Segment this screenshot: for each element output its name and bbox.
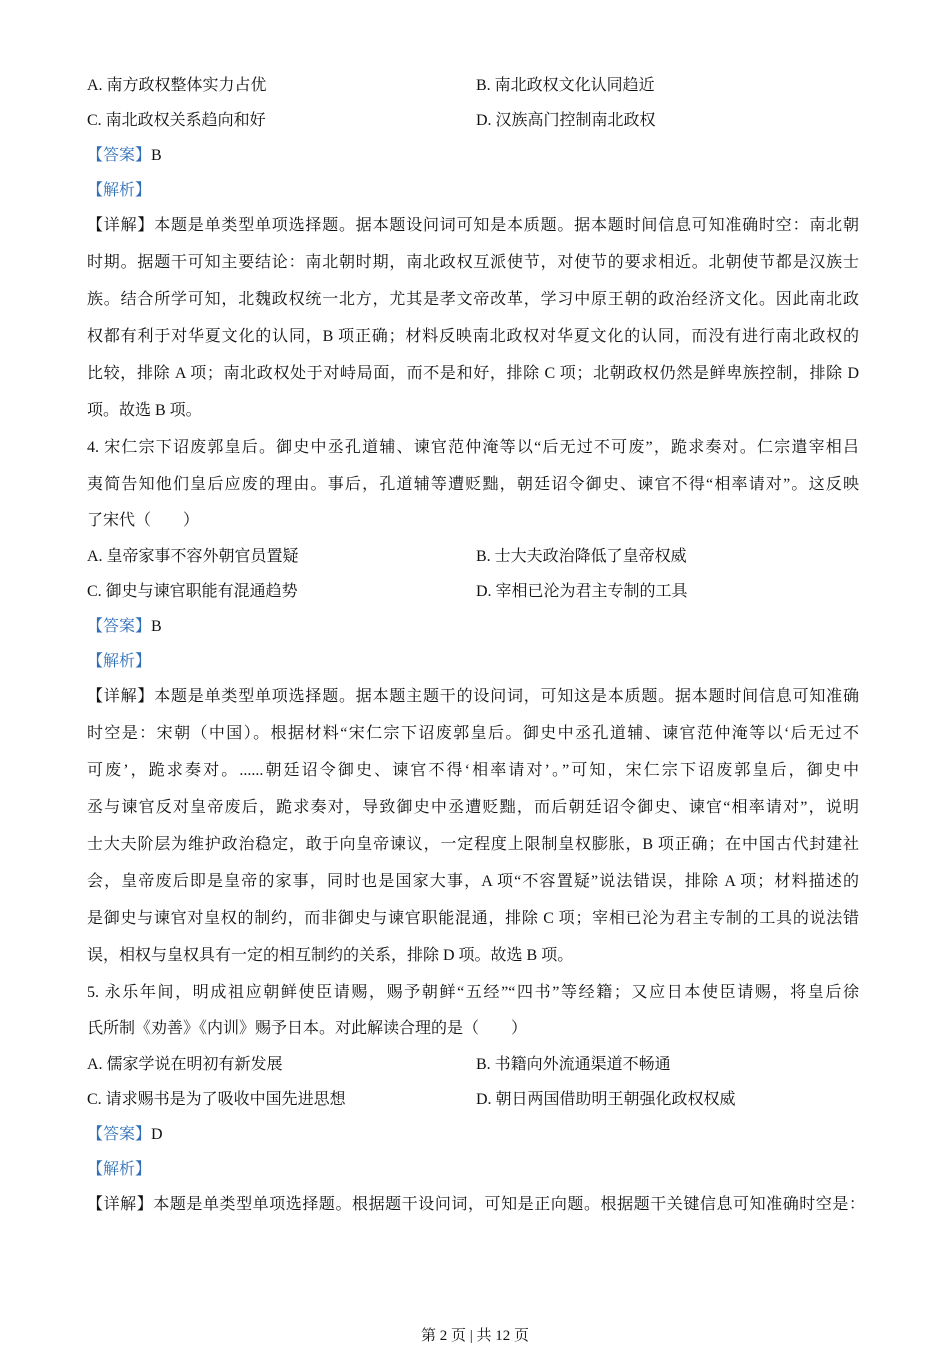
q3-option-a: A. 南方政权整体实力占优 bbox=[87, 77, 267, 94]
q4-answer bbox=[87, 617, 859, 637]
q3-detail-line: 时期。据题干可知主要结论：南北朝时期，南北政权互派使节，对使节的要求相近。北朝使节都是汉族士 bbox=[87, 254, 859, 271]
q3-answer bbox=[87, 146, 859, 166]
q5-option-a: A. 儒家学说在明初有新发展 bbox=[87, 1056, 283, 1073]
q3-detail-line: 比较，排除 A 项；南北政权处于对峙局面，而不是和好，排除 C 项；北朝政权仍然是鲜卑族控制，排除 D bbox=[87, 365, 859, 382]
q3-option-c: C. 南北政权关系趋向和好 bbox=[87, 112, 266, 129]
q4-detail-line: 士大夫阶层为维护政治稳定，敢于向皇帝谏议，一定程度上限制皇权膨胀，B 项正确；在中国古代封建社 bbox=[87, 836, 859, 853]
q4-option-c: C. 御史与谏官职能有混通趋势 bbox=[87, 583, 298, 600]
q4-option-a: A. 皇帝家事不容外朝官员置疑 bbox=[87, 548, 299, 565]
q4-detail-line: 时空是：宋朝（中国）。根据材料“宋仁宗下诏废郭皇后。御史中丞孔道辅、谏官范仲淹等以‘后无过不 bbox=[87, 725, 859, 742]
answer-tag: 【答案】 bbox=[87, 147, 152, 164]
answer-value: B bbox=[151, 147, 162, 164]
q4-analysis-tag: 【解析】 bbox=[87, 653, 152, 670]
q4-stem-line: 4. 宋仁宗下诏废郭皇后。御史中丞孔道辅、谏官范仲淹等以“后无过不可废”，跪求奏对。仁宗遣宰相吕 bbox=[87, 439, 859, 456]
q3-detail-line: 权都有利于对华夏文化的认同，B 项正确；材料反映南北政权对华夏文化的认同，而没有进行南北政权的 bbox=[87, 328, 859, 345]
q4-detail-line: 丞与谏官反对皇帝废后，跪求奏对，导致御史中丞遭贬黜，而后朝廷诏令御史、谏官“相率请对”，说明 bbox=[87, 799, 859, 816]
answer-value: D bbox=[151, 1126, 163, 1143]
q4-stem-line: 了宋代（ ） bbox=[87, 512, 200, 529]
detail-tag: 【详解】 bbox=[87, 688, 155, 705]
q5-stem-line: 5. 永乐年间，明成祖应朝鲜使臣请赐，赐予朝鲜“五经”“四书”等经籍；又应日本使臣请赐，将皇后徐 bbox=[87, 984, 859, 1001]
q5-option-d: D. 朝日两国借助明王朝强化政权权威 bbox=[476, 1091, 736, 1108]
q3-option-b: B. 南北政权文化认同趋近 bbox=[476, 77, 655, 94]
detail-tag: 【详解】 bbox=[87, 1196, 154, 1213]
q3-analysis-tag: 【解析】 bbox=[87, 182, 152, 199]
q3-detail-line: 族。结合所学可知，北魏政权统一北方，尤其是孝文帝改革，学习中原王朝的政治经济文化。因此南北政 bbox=[87, 291, 859, 308]
q5-option-b: B. 书籍向外流通渠道不畅通 bbox=[476, 1056, 671, 1073]
q4-detail-line: 会，皇帝废后即是皇帝的家事，同时也是国家大事，A 项“不容置疑”说法错误，排除 A 项；材料描述的 bbox=[87, 873, 859, 890]
q4-detail-line bbox=[87, 687, 859, 707]
q5-option-c: C. 请求赐书是为了吸收中国先进思想 bbox=[87, 1091, 346, 1108]
q4-detail-line: 误，相权与皇权具有一定的相互制约的关系，排除 D 项。故选 B 项。 bbox=[87, 947, 574, 964]
answer-tag: 【答案】 bbox=[87, 1126, 152, 1143]
answer-tag: 【答案】 bbox=[87, 618, 152, 635]
q3-detail-line bbox=[87, 216, 859, 236]
q5-answer bbox=[87, 1125, 859, 1145]
q4-option-b: B. 士大夫政治降低了皇帝权威 bbox=[476, 548, 687, 565]
q4-option-d: D. 宰相已沦为君主专制的工具 bbox=[476, 583, 688, 600]
q3-detail-line: 项。故选 B 项。 bbox=[87, 402, 202, 419]
q5-analysis-tag: 【解析】 bbox=[87, 1161, 152, 1178]
detail-text: 本题是单类型单项选择题。据本题主题干的设问词，可知这是本质题。据本题时间信息可知准确 bbox=[154, 688, 859, 705]
detail-tag: 【详解】 bbox=[87, 217, 155, 234]
q5-detail-line bbox=[87, 1195, 865, 1215]
q3-option-d: D. 汉族高门控制南北政权 bbox=[476, 112, 656, 129]
q4-stem-line: 夷简告知他们皇后应废的理由。事后，孔道辅等遭贬黜，朝廷诏令御史、谏官不得“相率请对”。这反映 bbox=[87, 476, 859, 493]
detail-text: 本题是单类型单项选择题。根据题干设问词，可知是正向题。根据题干关键信息可知准确时空是： bbox=[153, 1196, 865, 1213]
page-footer: 第 2 页 | 共 12 页 bbox=[420, 1328, 529, 1344]
answer-value: B bbox=[151, 618, 162, 635]
detail-text: 本题是单类型单项选择题。据本题设问词可知是本质题。据本题时间信息可知准确时空：南北朝 bbox=[154, 217, 859, 234]
q4-detail-line: 可废’，跪求奏对。......朝廷诏令御史、谏官不得‘相率请对’。”可知，宋仁宗下诏废郭皇后，御史中 bbox=[87, 762, 859, 779]
q4-detail-line: 是御史与谏官对皇权的制约，而非御史与谏官职能混通，排除 C 项；宰相已沦为君主专制的工具的说法错 bbox=[87, 910, 859, 927]
q5-stem-line: 氏所制《劝善》《内训》赐予日本。对此解读合理的是（ ） bbox=[87, 1020, 528, 1037]
